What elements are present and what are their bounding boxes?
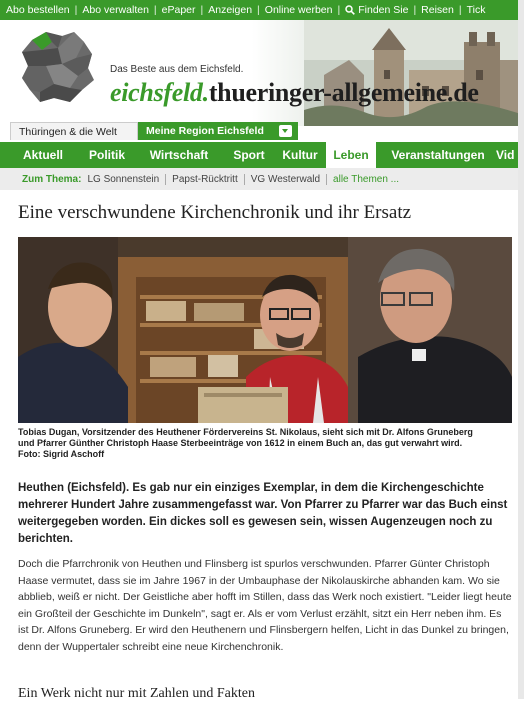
topbar-link-reisen[interactable]: Reisen	[421, 4, 454, 16]
page-scroll-edge	[518, 0, 524, 699]
separator: |	[458, 4, 462, 16]
topic-bar	[0, 168, 524, 190]
nav-item-videos[interactable]: Vid	[496, 148, 515, 162]
separator: |	[337, 4, 341, 16]
topbar-link-abo-bestellen[interactable]: Abo bestellen	[6, 4, 70, 16]
header-tagline: Das Beste aus dem Eichsfeld.	[110, 64, 244, 75]
topbar-link-epaper[interactable]: ePaper	[161, 4, 196, 16]
chevron-down-icon[interactable]	[279, 125, 292, 137]
topic-link[interactable]: VG Westerwald	[244, 174, 326, 185]
separator: |	[413, 4, 417, 16]
topbar-link-tickets[interactable]: Tick	[466, 4, 486, 16]
separator: |	[200, 4, 204, 16]
main-nav	[0, 142, 524, 168]
nav-item-wirtschaft[interactable]: Wirtschaft	[149, 148, 209, 162]
nav-item-leben[interactable]: Leben	[326, 142, 376, 168]
site-header	[0, 20, 524, 126]
nav-item-aktuell[interactable]: Aktuell	[22, 148, 63, 162]
topbar-link-online-werben[interactable]: Online werben	[264, 4, 333, 16]
castle-header-image	[304, 20, 524, 126]
article-lead: Heuthen (Eichsfeld). Es gab nur ein einziges Exemplar, in dem die Kirchengeschichte mehrerer Hundert Jahre zusammengefasst war. Von Pfarrer zu Pfarrer war das Buch einst weitergegeben worden. Ein dickes soll es gewesen sein, wissen Augenzeugen noch zu berichten.	[18, 482, 508, 545]
caption-line: Tobias Dugan, Vorsitzender des Heuthener Fördervereins St. Nikolaus, sieht sich mit Dr. Alfons Gruneberg	[18, 427, 473, 437]
nav-item-sport[interactable]: Sport	[233, 148, 265, 162]
logo-part-eichsfeld: eichsfeld.	[110, 78, 209, 107]
tab-thueringen-welt[interactable]: Thüringen & die Welt	[10, 122, 138, 140]
topbar-link-anzeigen[interactable]: Anzeigen	[208, 4, 253, 16]
topic-link-all[interactable]: alle Themen ...	[326, 174, 405, 185]
topbar-link-finden-sie[interactable]: Finden Sie	[358, 4, 409, 16]
topic-link[interactable]: Papst-Rücktritt	[165, 174, 244, 185]
article-subheading: Ein Werk nicht nur mit Zahlen und Fakten	[18, 686, 255, 701]
search-icon[interactable]	[345, 5, 355, 15]
article-title: Eine verschwundene Kirchenchronik und ihr Ersatz	[18, 202, 412, 223]
photo-caption	[18, 427, 516, 460]
nav-item-politik[interactable]: Politik	[88, 148, 125, 162]
nav-item-kultur[interactable]: Kultur	[282, 148, 318, 162]
eichsfeld-map-icon	[18, 28, 98, 106]
topic-bar-label: Zum Thema:	[22, 173, 82, 185]
separator: |	[153, 4, 157, 16]
region-switcher	[0, 122, 524, 140]
article-body: Doch die Pfarrchronik von Heuthen und Flinsberg ist spurlos verschwunden. Pfarrer Günter Christoph Haase vermutet, dass sie im Jahre 1967 in der Umbauphase der Nikolauskirche abhanden kam. Wo sie abblieb, weiß er nicht. Der Geistliche aber hofft im Stillen, dass das Werk noch existiert. "Leider liegt heute ein Großteil der Geschichte im Dunkeln", sagt er. Als er vom Verlust erzählt, sitzt ein Herr neben ihm. Es ist Dr. Alfons Gruneberg. Er wird den Heuthenern und Flinsbergern helfen, Licht in das Dunkel zu bringen, denn der Wuppertaler schreibt eine neue Kirchenchronik.	[18, 558, 512, 653]
separator: |	[257, 4, 260, 16]
site-logo[interactable]	[110, 78, 479, 108]
caption-line: und Pfarrer Günther Christoph Haase Sterbeeinträge von 1612 in einem Buch an, das gut verwahrt wird.	[18, 438, 463, 448]
logo-part-domain: thueringer-allgemeine.de	[208, 78, 479, 107]
nav-item-veranstaltungen[interactable]: Veranstaltungen	[391, 148, 485, 162]
separator: |	[74, 4, 78, 16]
tab-meine-region-label: Meine Region Eichsfeld	[146, 125, 264, 137]
topbar-link-abo-verwalten[interactable]: Abo verwalten	[82, 4, 149, 16]
tab-meine-region[interactable]	[138, 122, 298, 140]
article-photo	[18, 237, 512, 423]
top-utility-bar	[0, 0, 524, 20]
caption-credit: Foto: Sigrid Aschoff	[18, 449, 105, 459]
topic-link[interactable]: LG Sonnenstein	[87, 173, 160, 185]
